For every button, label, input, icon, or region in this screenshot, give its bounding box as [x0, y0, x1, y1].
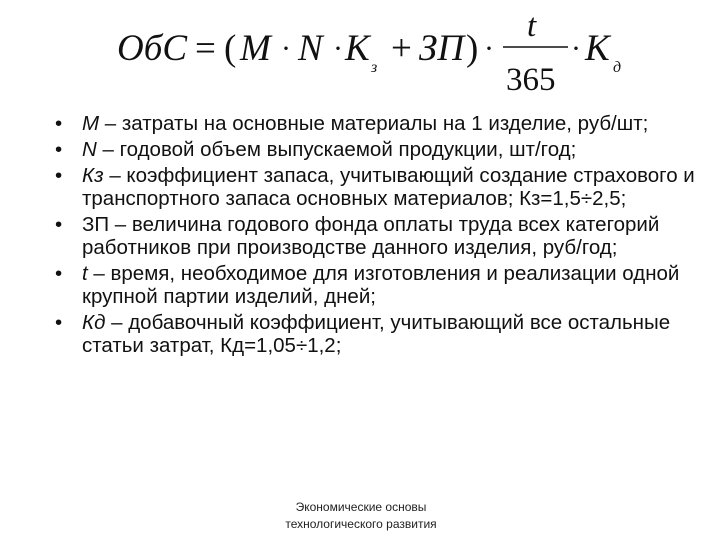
formula-equals: =: [195, 28, 216, 69]
term: t: [82, 262, 88, 285]
definition: ЗП – величина годового фонда оплаты труда всех категорий работников при производстве данного изделия, руб/год;: [82, 213, 660, 259]
formula-close-paren: ): [466, 28, 479, 69]
formula-numerator: t: [527, 8, 537, 44]
formula-k-subscript: з: [371, 59, 378, 76]
bullet-icon: •: [55, 164, 63, 187]
footer-line-2: технологического развития: [285, 517, 437, 531]
definition: – время, необходимое для изготовления и реализации одной крупной партии изделий, дней;: [82, 262, 680, 308]
definition: – годовой объем выпускаемой продукции, шт/год;: [96, 138, 577, 161]
list-item: [55, 311, 695, 357]
formula-open-paren: (: [224, 28, 237, 69]
formula-n: N: [298, 28, 323, 69]
definitions-list: [55, 112, 695, 360]
bullet-icon: •: [55, 262, 63, 285]
bullet-icon: •: [55, 213, 63, 236]
formula-dot-1: ·: [281, 32, 291, 65]
list-item: [55, 262, 695, 308]
list-item: [55, 112, 695, 135]
cost-formula: [0, 0, 720, 100]
definition: – коэффициент запаса, учитывающий создание страхового и транспортного запаса основных материалов; Кз=1,5÷2,5;: [82, 164, 695, 210]
formula-denominator: 365: [506, 62, 556, 98]
formula-dot-4: ·: [571, 32, 581, 65]
definition: – добавочный коэффициент, учитывающий все остальные статьи затрат, Кд=1,05÷1,2;: [82, 311, 671, 357]
term: Кз: [82, 164, 104, 187]
term: N: [82, 138, 97, 161]
list-item: [55, 164, 695, 210]
bullet-icon: •: [55, 311, 63, 334]
bullet-icon: •: [55, 112, 63, 135]
list-item: [55, 213, 695, 259]
formula-k: К: [345, 28, 370, 69]
term: Кд: [82, 311, 106, 334]
slide-footer: [250, 499, 472, 533]
footer-line-1: Экономические основы: [295, 500, 427, 514]
definition: – затраты на основные материалы на 1 изделие, руб/шт;: [99, 112, 649, 135]
formula-zp: ЗП: [419, 28, 465, 69]
formula-k2-subscript: д: [613, 59, 622, 76]
formula-lhs: ОбС: [117, 28, 188, 69]
formula-dot-2: ·: [333, 32, 343, 65]
formula-k2: К: [585, 28, 610, 69]
formula-m: М: [240, 28, 271, 69]
formula-dot-3: ·: [484, 32, 494, 65]
formula-plus: +: [391, 28, 412, 69]
list-item: [55, 138, 695, 161]
bullet-icon: •: [55, 138, 63, 161]
term: М: [82, 112, 100, 135]
